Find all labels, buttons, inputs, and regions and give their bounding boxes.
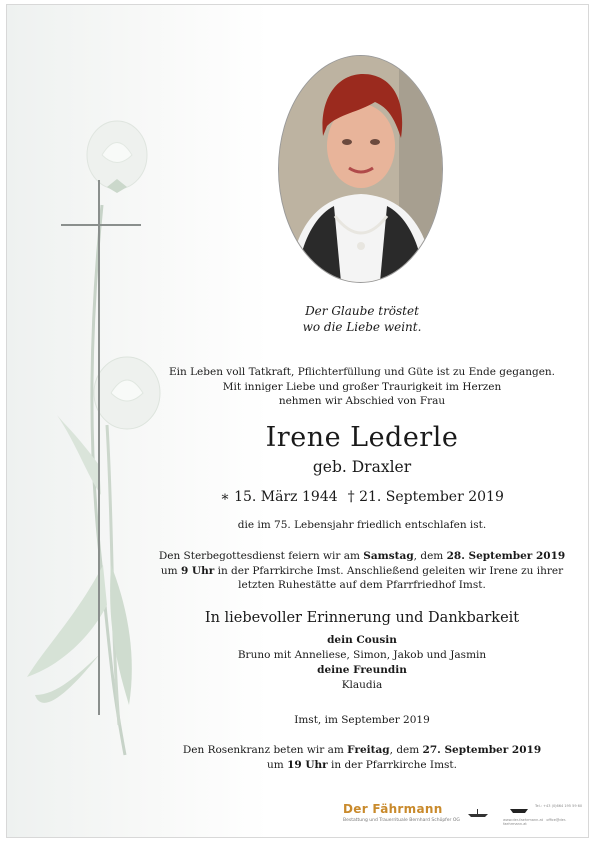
rosary-date: 27. September 2019 xyxy=(422,744,542,756)
life-dates xyxy=(157,488,567,506)
portrait-photo xyxy=(278,55,443,283)
service-time: 9 Uhr xyxy=(180,564,215,577)
rosary-line-1 xyxy=(157,743,567,758)
service-date: 28. September 2019 xyxy=(446,550,566,562)
rosary-text-part: Den Rosenkranz beten wir am xyxy=(182,744,348,756)
funeral-service-text xyxy=(157,549,567,593)
boat-icon xyxy=(467,808,489,818)
rosary-text-part: , dem xyxy=(389,744,423,756)
funeral-home-footer xyxy=(337,802,587,832)
intro-line-3: nehmen wir Abschied von Frau xyxy=(278,395,446,407)
cross-vertical-bar xyxy=(98,180,100,715)
quote-line-1: Der Glaube tröstet xyxy=(305,304,419,318)
intro-line-1: Ein Leben voll Tatkraft, Pflichterfüllung und Güte ist zu Ende gegangen. xyxy=(168,366,556,378)
friend-name: Klaudia xyxy=(341,679,383,691)
death-date: † 21. September 2019 xyxy=(347,489,504,505)
rosary-time: 19 Uhr xyxy=(287,759,328,771)
service-day: Samstag xyxy=(363,550,414,562)
intro-line-2: Mit inniger Liebe und großer Traurigkeit im Herzen xyxy=(222,380,502,393)
birth-date: ∗ 15. März 1944 xyxy=(220,489,338,505)
memory-heading: In liebevoller Erinnerung und Dankbarkeit xyxy=(204,610,520,626)
rosary-text-part: um xyxy=(267,759,288,771)
portrait-illustration xyxy=(279,56,442,282)
maiden-name: geb. Draxler xyxy=(312,458,412,476)
quote xyxy=(157,303,567,335)
service-line-1 xyxy=(157,549,567,564)
deceased-name: Irene Lederle xyxy=(265,422,459,453)
cross-horizontal-bar xyxy=(61,224,141,226)
rosary-line-2 xyxy=(157,758,567,773)
obituary-card xyxy=(6,4,589,838)
email-link[interactable]: office@der-faehrmann.at xyxy=(503,818,567,826)
friend-label: deine Freundin xyxy=(317,664,407,676)
intro-text xyxy=(157,365,567,409)
rosary-text xyxy=(157,743,567,773)
quote-line-2: wo die Liebe weint. xyxy=(302,320,422,334)
service-text: , dem xyxy=(413,550,447,562)
service-text: um xyxy=(160,564,181,577)
cousin-label: dein Cousin xyxy=(327,634,397,646)
service-text: Den Sterbegottesdienst feiern wir am xyxy=(158,550,364,562)
service-text: in der Pfarrkirche Imst. Anschließend geleiten wir Irene zu ihrer xyxy=(214,564,564,577)
place-date: Imst, im September 2019 xyxy=(294,714,430,726)
website-link[interactable]: www.der-faehrmann.at xyxy=(503,818,543,822)
service-line-2 xyxy=(157,564,567,579)
rosary-text-part: in der Pfarrkirche Imst. xyxy=(327,759,457,771)
mourners-list xyxy=(157,633,567,693)
boat-logo-icon xyxy=(509,806,529,814)
cousin-names: Bruno mit Anneliese, Simon, Jakob und Jasmin xyxy=(237,649,487,661)
funeral-home-phone: Tel.: +43 (0)664 195 59 60 xyxy=(535,804,583,808)
funeral-home-subtitle: Bestattung und Trauerrituale Bernhard Schöpfer OG xyxy=(343,818,460,823)
passed-text: die im 75. Lebensjahr friedlich entschlafen ist. xyxy=(237,519,487,531)
funeral-home-logo: Der Fährmann xyxy=(343,802,443,816)
rosary-day: Freitag xyxy=(347,744,390,756)
service-line-3: letzten Ruhestätte auf dem Pfarrfriedhof Imst. xyxy=(238,579,486,591)
funeral-home-web xyxy=(503,818,587,826)
